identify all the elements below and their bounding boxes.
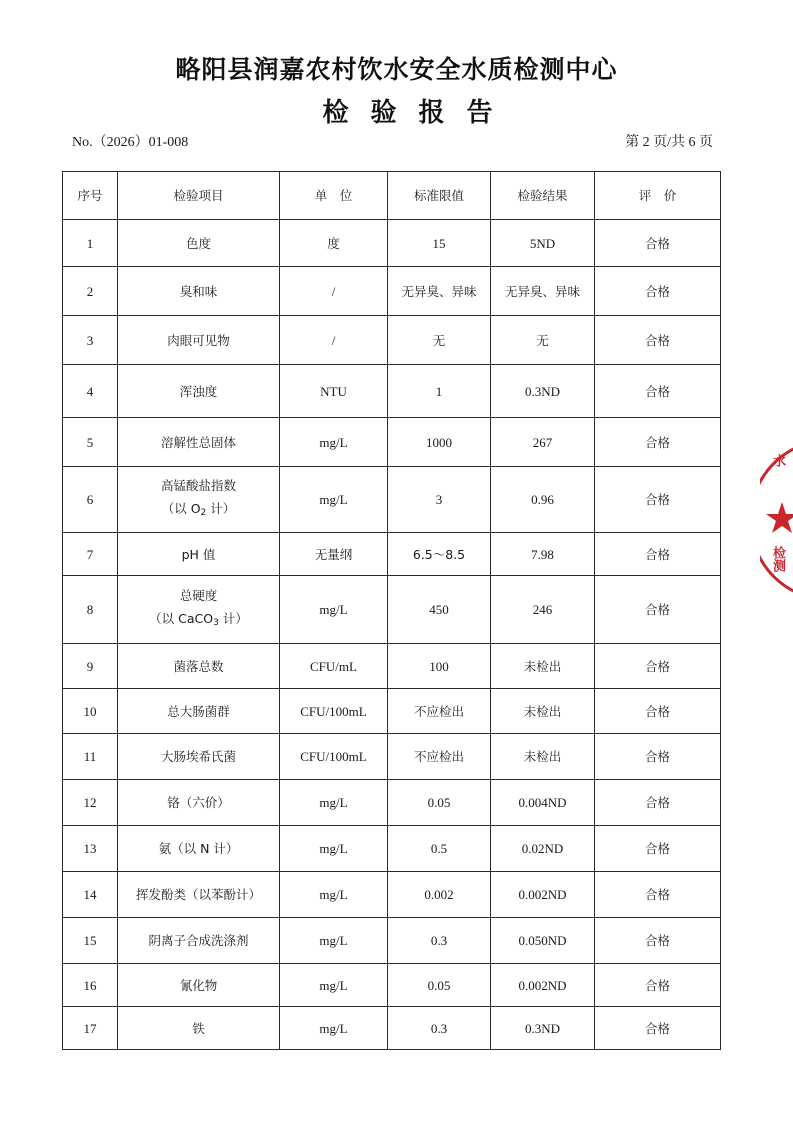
cell-item [118, 964, 280, 1007]
cell-limit: 0.002 [388, 872, 491, 918]
cell-limit: 0.5 [388, 826, 491, 872]
results-table [62, 171, 721, 1050]
table-row [63, 576, 721, 644]
cell-limit: 0.3 [388, 1007, 491, 1050]
cell-item [118, 644, 280, 689]
item-name: 臭和味 [179, 283, 218, 299]
seal-text-top: 水 [770, 454, 785, 467]
cell-item [118, 267, 280, 316]
cell-item [118, 365, 280, 418]
cell-limit: 6.5～8.5 [388, 533, 491, 576]
report-title: 检验报告 [322, 98, 515, 128]
cell-limit: 15 [388, 220, 491, 267]
cell-evaluation: 合格 [595, 1007, 721, 1050]
table-row [63, 1007, 721, 1050]
item-note-subscript: 2 [200, 508, 207, 518]
table-row [63, 365, 721, 418]
item-name: 铬（六价） [167, 795, 230, 810]
cell-limit: 无 [388, 316, 491, 365]
cell-unit: 无量纲 [280, 533, 388, 576]
cell-item [118, 576, 280, 644]
cell-result: 0.96 [491, 467, 595, 533]
cell-limit: 0.05 [388, 780, 491, 826]
table-row [63, 533, 721, 576]
item-name: pH 值 [181, 546, 216, 562]
cell-no: 8 [63, 576, 118, 644]
cell-result: 0.004ND [491, 780, 595, 826]
cell-evaluation: 合格 [595, 220, 721, 267]
item-name: 氨（以 N 计） [158, 841, 239, 856]
item-name: 大肠埃希氏菌 [160, 749, 236, 764]
item-name: 肉眼可见物 [167, 332, 230, 348]
cell-no: 10 [63, 689, 118, 734]
table-row [63, 467, 721, 533]
cell-unit: mg/L [280, 1007, 388, 1050]
cell-evaluation: 合格 [595, 780, 721, 826]
cell-limit: 不应检出 [388, 689, 491, 734]
cell-unit: / [280, 316, 388, 365]
report-number: No.（2026）01-008 [72, 135, 189, 150]
cell-unit: 度 [280, 220, 388, 267]
table-row [63, 220, 721, 267]
cell-result: 267 [491, 418, 595, 467]
column-header-limit: 标准限值 [388, 172, 491, 220]
cell-unit: NTU [280, 365, 388, 418]
cell-evaluation: 合格 [595, 918, 721, 964]
item-name: 阴离子合成洗涤剂 [148, 933, 249, 948]
cell-item [118, 467, 280, 533]
cell-evaluation: 合格 [595, 418, 721, 467]
cell-unit: mg/L [280, 872, 388, 918]
cell-item [118, 533, 280, 576]
item-name: 色度 [185, 235, 211, 251]
item-name: 总硬度 [179, 588, 218, 603]
cell-result: 0.050ND [491, 918, 595, 964]
table-row [63, 826, 721, 872]
page-indicator: 第 2 页/共 6 页 [625, 135, 713, 150]
item-name: 挥发酚类（以苯酚计） [135, 887, 261, 902]
org-title: 略阳县润嘉农村饮水安全水质检测中心 [175, 55, 618, 84]
cell-unit: CFU/100mL [280, 734, 388, 780]
cell-no: 12 [63, 780, 118, 826]
cell-item [118, 689, 280, 734]
cell-result: 无异臭、异味 [491, 267, 595, 316]
cell-no: 11 [63, 734, 118, 780]
cell-evaluation: 合格 [595, 267, 721, 316]
table-row [63, 644, 721, 689]
item-note-pre: （以 CaCO [149, 611, 214, 626]
cell-evaluation: 合格 [595, 365, 721, 418]
cell-evaluation: 合格 [595, 734, 721, 780]
cell-result: 未检出 [491, 644, 595, 689]
cell-no: 3 [63, 316, 118, 365]
cell-evaluation: 合格 [595, 872, 721, 918]
table-row [63, 734, 721, 780]
cell-limit: 1 [388, 365, 491, 418]
item-name: 氰化物 [179, 977, 218, 993]
cell-unit: mg/L [280, 418, 388, 467]
cell-no: 17 [63, 1007, 118, 1050]
cell-unit: mg/L [280, 780, 388, 826]
cell-evaluation: 合格 [595, 576, 721, 644]
cell-item [118, 918, 280, 964]
item-name: 高锰酸盐指数 [160, 478, 236, 493]
cell-evaluation: 合格 [595, 964, 721, 1007]
cell-evaluation: 合格 [595, 689, 721, 734]
cell-limit: 100 [388, 644, 491, 689]
cell-no: 5 [63, 418, 118, 467]
item-note-post: 计） [206, 501, 236, 516]
column-header-item: 检验项目 [118, 172, 280, 220]
cell-unit: mg/L [280, 964, 388, 1007]
cell-item [118, 826, 280, 872]
item-note-post: 计） [218, 611, 248, 626]
table-row [63, 780, 721, 826]
cell-evaluation: 合格 [595, 316, 721, 365]
cell-no: 15 [63, 918, 118, 964]
cell-limit: 无异臭、异味 [388, 267, 491, 316]
cell-no: 6 [63, 467, 118, 533]
table-row [63, 689, 721, 734]
cell-no: 13 [63, 826, 118, 872]
cell-no: 16 [63, 964, 118, 1007]
cell-no: 9 [63, 644, 118, 689]
cell-result: 0.02ND [491, 826, 595, 872]
cell-evaluation: 合格 [595, 467, 721, 533]
cell-no: 2 [63, 267, 118, 316]
cell-limit: 1000 [388, 418, 491, 467]
cell-evaluation: 合格 [595, 533, 721, 576]
column-header-no: 序号 [63, 172, 118, 220]
cell-no: 7 [63, 533, 118, 576]
cell-evaluation: 合格 [595, 644, 721, 689]
cell-result: 未检出 [491, 689, 595, 734]
cell-result: 无 [491, 316, 595, 365]
cell-no: 4 [63, 365, 118, 418]
cell-item [118, 220, 280, 267]
cell-result: 0.002ND [491, 872, 595, 918]
cell-no: 1 [63, 220, 118, 267]
table-row [63, 316, 721, 365]
table-row [63, 267, 721, 316]
cell-result: 5ND [491, 220, 595, 267]
cell-result: 未检出 [491, 734, 595, 780]
item-name: 总大肠菌群 [167, 703, 230, 719]
cell-no: 14 [63, 872, 118, 918]
cell-unit: mg/L [280, 918, 388, 964]
cell-unit: mg/L [280, 467, 388, 533]
cell-result: 0.3ND [491, 1007, 595, 1050]
table-row [63, 872, 721, 918]
item-name: 浑浊度 [179, 383, 218, 399]
official-seal [760, 440, 793, 600]
item-note-pre: （以 O [161, 501, 201, 516]
cell-limit: 3 [388, 467, 491, 533]
item-note-subscript: 3 [213, 618, 219, 628]
cell-limit: 450 [388, 576, 491, 644]
cell-result: 246 [491, 576, 595, 644]
item-name: 菌落总数 [173, 658, 224, 674]
column-header-result: 检验结果 [491, 172, 595, 220]
cell-item [118, 780, 280, 826]
cell-item [118, 316, 280, 365]
column-header-evaluation: 评 价 [595, 172, 721, 220]
item-note [120, 500, 277, 522]
item-note [120, 610, 277, 632]
cell-unit: CFU/100mL [280, 689, 388, 734]
cell-limit: 0.3 [388, 918, 491, 964]
cell-limit: 不应检出 [388, 734, 491, 780]
column-header-unit: 单 位 [280, 172, 388, 220]
seal-text-bottom: 检测 [770, 546, 785, 572]
cell-result: 7.98 [491, 533, 595, 576]
item-name: 铁 [192, 1020, 205, 1036]
cell-result: 0.002ND [491, 964, 595, 1007]
table-row [63, 918, 721, 964]
cell-unit: mg/L [280, 826, 388, 872]
table-row [63, 964, 721, 1007]
cell-unit: mg/L [280, 576, 388, 644]
star-icon [766, 502, 793, 533]
table-header-row [63, 172, 721, 220]
item-name: 溶解性总固体 [160, 434, 236, 450]
cell-item [118, 1007, 280, 1050]
cell-item [118, 734, 280, 780]
table-body [63, 220, 721, 1050]
cell-item [118, 872, 280, 918]
cell-evaluation: 合格 [595, 826, 721, 872]
cell-limit: 0.05 [388, 964, 491, 1007]
table-row [63, 418, 721, 467]
cell-item [118, 418, 280, 467]
cell-result: 0.3ND [491, 365, 595, 418]
cell-unit: CFU/mL [280, 644, 388, 689]
cell-unit: / [280, 267, 388, 316]
